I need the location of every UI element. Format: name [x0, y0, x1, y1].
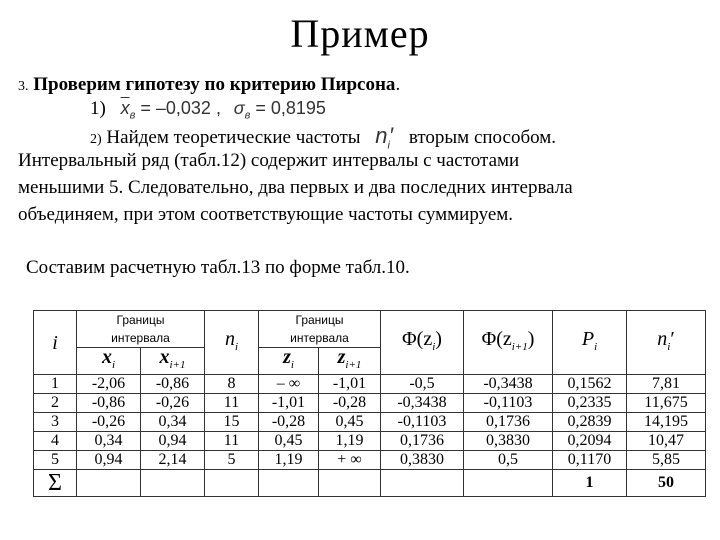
sample-sigma-subscript: в — [244, 109, 251, 122]
step-3-number: 3. — [18, 79, 29, 94]
sample-mean-symbol: $\overline{x}$ — [120, 98, 130, 118]
step-2-number: 2) — [90, 132, 102, 147]
sample-sigma-formula — [233, 98, 326, 122]
step-2-text-after: вторым способом. — [408, 127, 557, 148]
header-phi-zi1: $\Phi(z_{i+1})$ — [464, 311, 553, 375]
table-row: 5 0,94 2,14 5 1,19 + ∞ 0,3830 0,5 0,1170 5,85 — [34, 451, 706, 470]
header-ni-prime: $n_i'$ — [627, 311, 706, 375]
step-3-text: Проверим гипотезу по критерию Пирсона — [28, 74, 396, 95]
header-zi: $z_i$ — [259, 348, 319, 375]
sum-row — [34, 470, 706, 497]
paragraph-line-2: меньшими 5. Следовательно, два первых и два последних интервала — [18, 177, 573, 198]
table-row: 2 -0,86 -0,26 11 -1,01 -0,28 -0,3438 -0,1103 0,2335 11,675 — [34, 394, 706, 413]
step-3-line — [18, 74, 400, 96]
page-title: Пример — [290, 11, 430, 56]
calculation-table — [33, 310, 706, 497]
paragraph-line-3: объединяем, при этом соответствующие частоты суммируем. — [18, 204, 514, 225]
sample-sigma-value: = 0,8195 — [255, 98, 326, 118]
step-3-dot: . — [395, 74, 401, 95]
ni-subscript: i — [387, 139, 390, 152]
sum-n: 50 — [627, 470, 706, 497]
formula-comma: , — [215, 98, 221, 118]
table-row: 3 -0,26 0,34 15 -0,28 0,45 -0,1103 0,1736 0,2839 14,195 — [34, 413, 706, 432]
sum-symbol: Σ — [34, 470, 77, 497]
header-zi1: $z_{i+1}$ — [319, 348, 381, 375]
header-xi: $x_i$ — [77, 348, 141, 375]
theoretical-frequency-symbol — [375, 123, 395, 152]
table-row: 1 -2,06 -0,86 8 – ∞ -1,01 -0,5 -0,3438 0,1562 7,81 — [34, 375, 706, 394]
header-interval-bounds-x: Границы интервала — [77, 311, 205, 348]
ni-prime: ′ — [389, 123, 395, 148]
step-1-number: 1) — [90, 98, 106, 119]
ni-letter: n — [375, 123, 388, 148]
paragraph-line-1: Интервальный ряд (табл.12) содержит интервалы с частотами — [18, 150, 520, 171]
table-row: 4 0,34 0,94 11 0,45 1,19 0,1736 0,3830 0,2094 10,47 — [34, 432, 706, 451]
step-2-text-before: Найдем теоретические частоты — [106, 127, 361, 148]
header-xi1: $x_{i+1}$ — [141, 348, 205, 375]
compose-table-line: Составим расчетную табл.13 по форме табл.10. — [26, 257, 410, 278]
sample-sigma-symbol: σ — [233, 98, 245, 118]
step-2-line — [90, 123, 556, 151]
sample-mean-value: = –0,032 — [140, 98, 211, 118]
header-phi-zi: $\Phi(z_i)$ — [381, 311, 464, 375]
sum-p: 1 — [553, 470, 627, 497]
header-i: i — [34, 311, 77, 375]
step-1-line — [90, 98, 326, 122]
sample-mean-subscript: в — [129, 109, 136, 122]
sample-mean-formula — [120, 98, 216, 122]
header-ni: $n_i$ — [205, 311, 259, 375]
header-pi: $P_i$ — [553, 311, 627, 375]
header-interval-bounds-z: Границы интервала — [259, 311, 381, 348]
